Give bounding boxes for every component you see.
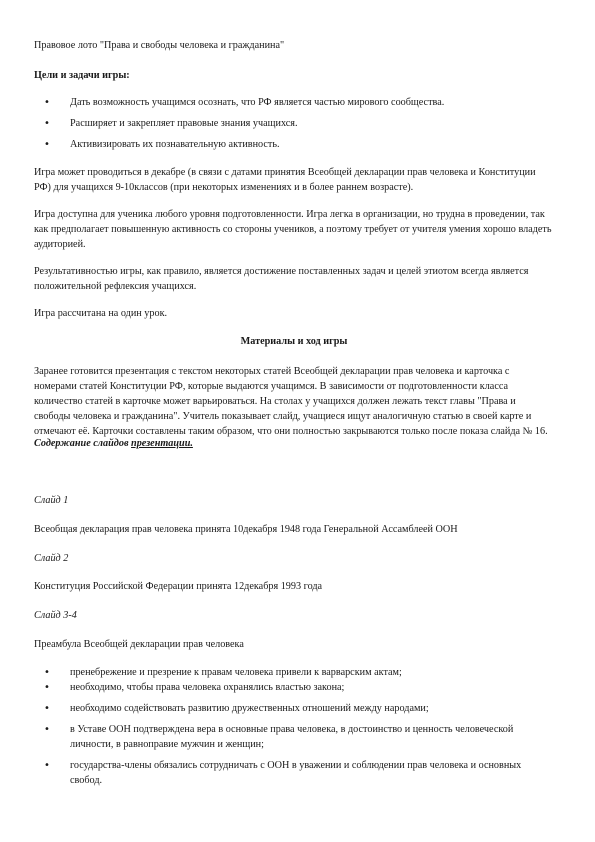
paragraph: Игра может проводиться в декабре (в связи с датами принятия Всеобщей декларации прав человека и Конституции РФ) для учащихся 9-10классов (при некоторых изменениях и в более раннем возрасте).	[34, 167, 536, 193]
goals-list	[34, 95, 554, 158]
preamble-list	[34, 665, 554, 794]
list-item: • Дать возможность учащимся осознать, что РФ является частью мирового сообщества.	[34, 95, 554, 110]
slide-text: Преамбула Всеобщей декларации прав человека	[34, 639, 244, 650]
document-title: Правовое лото "Права и свободы человека и гражданина"	[34, 40, 285, 51]
goals-heading: Цели и задачи игры:	[34, 70, 130, 81]
slides-content-heading	[34, 436, 554, 451]
list-item: • государства-члены обязались сотрудничать с ООН в уважении и соблюдении прав человека и основных свобод.	[34, 758, 554, 788]
list-item: • Активизировать их познавательную активность.	[34, 137, 554, 152]
slide-label: Слайд 3-4	[34, 610, 77, 621]
list-item: • необходимо содействовать развитию дружественных отношений между народами;	[34, 701, 554, 716]
slide-text: Конституция Российской Федерации принята 12декабря 1993 года	[34, 581, 323, 592]
paragraph: Заранее готовится презентация с текстом некоторых статей Всеобщей декларации прав человека и карточка с номерами статей Конституции РФ, которые выдаются учащимся. В зависимости от подготовленности класса количество статей в карточке может варьироваться. На столах у учащихся должен лежать текст главы "Права и свободы человека и гражданина". Учитель показывает слайд, учащиеся ищут аналогичную статью в своей карте и отмечают её. Карточки составлены таким образом, что они полностью закрываются только после показа слайда № 16.	[34, 366, 548, 437]
heading-link-text: презентации.	[131, 438, 193, 449]
slide-label: Слайд 1	[34, 495, 69, 506]
paragraph: Игра доступна для ученика любого уровня подготовленности. Игра легка в организации, но трудна в проведении, так как предполагает повышенную активность со стороны учеников, а поэтому требует от учителя умения хорошо владеть аудиторией.	[34, 209, 552, 250]
list-item: • Расширяет и закрепляет правовые знания учащихся.	[34, 116, 554, 131]
list-item: • пренебрежение и презрение к правам человека привели к варварским актам;	[34, 665, 554, 680]
paragraph: Игра рассчитана на один урок.	[34, 308, 168, 319]
slide-text: Всеобщая декларация прав человека принята 10декабря 1948 года Генеральной Ассамблеей ООН	[34, 524, 458, 535]
list-item: • в Уставе ООН подтверждена вера в основные права человека, в достоинство и ценность человеческой личности, в равноправие мужчин и женщин;	[34, 722, 554, 752]
slide-label: Слайд 2	[34, 553, 69, 564]
heading-text: Содержание слайдов	[34, 438, 132, 449]
materials-heading: Материалы и ход игры	[240, 336, 348, 347]
paragraph: Результативностью игры, как правило, является достижение поставленных задач и целей этиотом всегда является положительной рефлексия учащихся.	[34, 266, 529, 292]
list-item: • необходимо, чтобы права человека охранялись властью закона;	[34, 680, 554, 695]
